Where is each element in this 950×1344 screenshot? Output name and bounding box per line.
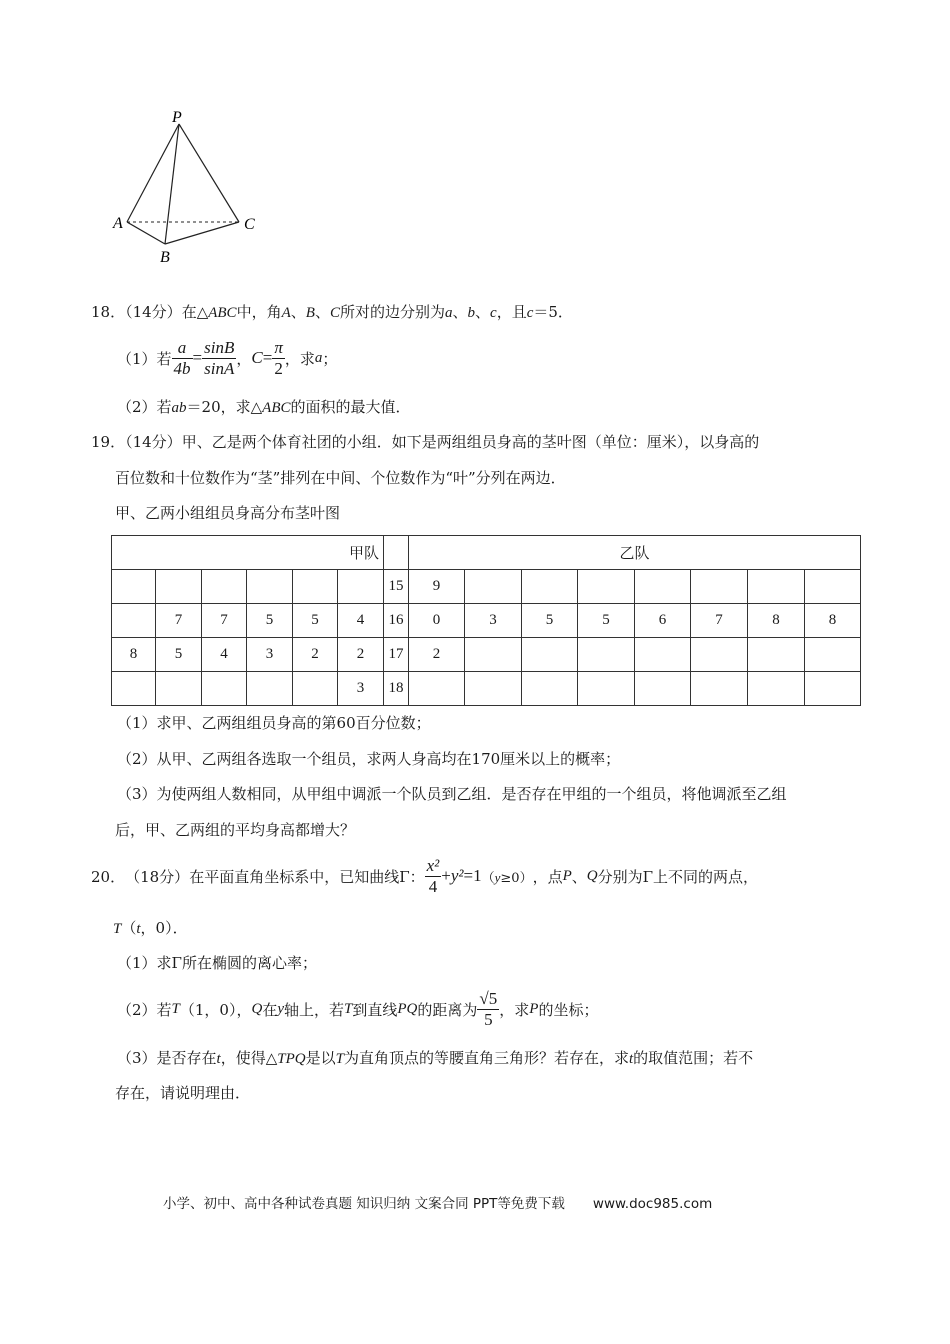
q18-b: b xyxy=(467,305,476,321)
leaf-left: 3 xyxy=(247,638,293,672)
leaf-left: 7 xyxy=(156,604,202,638)
leaf-left xyxy=(202,570,247,604)
leaf-right xyxy=(522,672,578,706)
leaf-right: 8 xyxy=(805,604,861,638)
q20-p2-axis: 轴上，若 xyxy=(284,1000,345,1019)
leaf-right: 7 xyxy=(691,604,748,638)
q20-p3-is: 是以 xyxy=(305,1049,336,1067)
q19-stem-line1 xyxy=(91,432,759,452)
q18-stem xyxy=(91,302,573,323)
q20-p2-T: T xyxy=(171,1000,180,1017)
footer-text: 小学、初中、高中各种试卷真题 知识归纳 文案合同 PPT等免费下载 xyxy=(163,1196,565,1212)
q18-eq2: = xyxy=(262,348,273,367)
q18-p1-suffix: ，求 xyxy=(284,349,315,368)
leaf-left: 2 xyxy=(293,638,338,672)
label-C: C xyxy=(244,216,255,233)
leaf-right xyxy=(635,570,691,604)
edge-PA xyxy=(127,124,179,222)
q20-t: t xyxy=(136,921,141,937)
leaf-right xyxy=(465,672,522,706)
q20-p2-T2: T xyxy=(344,1000,353,1017)
leaf-left: 5 xyxy=(156,638,202,672)
q20-frac-sqrt5-over-5 xyxy=(477,989,499,1030)
q18-score: （14分） xyxy=(125,303,182,321)
edge-PC xyxy=(179,124,239,222)
q18-abc: ABC xyxy=(208,305,237,321)
q18-comma: ， xyxy=(236,349,252,368)
q20-score: （18分） xyxy=(125,867,190,886)
leaf-left: 4 xyxy=(202,638,247,672)
footer-url[interactable]: www.doc985.com xyxy=(592,1196,713,1212)
leaf-right: 8 xyxy=(748,604,805,638)
frac-num: π xyxy=(274,337,283,357)
stem-cell: 16 xyxy=(384,604,409,638)
table-header-row xyxy=(112,536,861,570)
frac-den: 4b xyxy=(173,358,191,378)
frac-num: √5 xyxy=(479,988,498,1008)
leaf-left xyxy=(112,570,156,604)
leaf-right xyxy=(578,570,635,604)
leaf-right xyxy=(465,638,522,672)
q19-number: 19． xyxy=(91,433,126,451)
leaf-right: 2 xyxy=(409,638,465,672)
q20-condition xyxy=(482,867,533,886)
page-footer xyxy=(163,1192,712,1212)
table-row xyxy=(112,570,861,604)
q20-p2-PQ: PQ xyxy=(397,1000,418,1017)
q20-p2-P: P xyxy=(529,1000,539,1017)
leaf-right: 9 xyxy=(409,570,465,604)
q20-p3-rest2: 的取值范围；若不 xyxy=(633,1049,754,1067)
q19-line1: 甲、乙是两个体育社团的小组．如下是两组组员身高的茎叶图（单位：厘米），以身高的 xyxy=(181,433,760,451)
leaf-right: 5 xyxy=(578,604,635,638)
q20-part3-line1 xyxy=(117,1048,753,1069)
leaf-right xyxy=(805,570,861,604)
q20-p2-end: 的坐标； xyxy=(538,1000,599,1019)
q18-part1 xyxy=(117,336,337,380)
q20-part3-line2: 存在，请说明理由． xyxy=(115,1084,251,1102)
q18-text-e: ＝5． xyxy=(533,303,573,321)
frac-num: sinB xyxy=(204,337,235,357)
q20-text-a: 在平面直角坐标系中，已知曲线Γ： xyxy=(189,867,425,886)
q18-p1-C: C xyxy=(251,348,263,367)
tetrahedron-figure xyxy=(105,108,275,268)
frac-den: sinA xyxy=(204,358,235,378)
q20-t-close: ，0）． xyxy=(140,919,188,937)
leaf-left xyxy=(202,672,247,706)
q20-sep: 、 xyxy=(571,867,587,886)
q20-p3-t: t xyxy=(216,1051,221,1067)
q20-Q: Q xyxy=(586,867,598,884)
frac-num: x² xyxy=(426,855,440,875)
frac-den: 5 xyxy=(484,1009,493,1029)
label-P: P xyxy=(172,109,182,126)
leaf-left: 5 xyxy=(247,604,293,638)
q20-number: 20． xyxy=(91,867,126,886)
q20-p2-prefix: （2）若 xyxy=(117,1000,172,1019)
q18-number: 18． xyxy=(91,303,126,321)
q18-frac-pi-over-2 xyxy=(272,338,285,379)
q19-part1: （1）求甲、乙两组组员身高的第60百分位数； xyxy=(117,714,431,732)
leaf-right xyxy=(805,672,861,706)
q18-p2-mid: ＝20，求△ xyxy=(186,398,263,416)
q20-p3-mid: ，使得△ xyxy=(220,1049,278,1067)
q19-score: （14分） xyxy=(125,433,182,451)
q20-p2-ask: ，求 xyxy=(499,1000,530,1019)
stem-cell: 15 xyxy=(384,570,409,604)
q18-p1-end: ； xyxy=(322,349,338,368)
leaf-left xyxy=(156,672,202,706)
leaf-right xyxy=(748,570,805,604)
q18-text-b: 中，角 xyxy=(236,303,282,321)
q19-stem-line2: 百位数和十位数作为“茎”排列在中间、个位数作为“叶”分列在两边． xyxy=(115,469,566,487)
q19-part3-line2: 后，甲、乙两组的平均身高都增大？ xyxy=(115,821,356,839)
q18-c: c xyxy=(490,305,497,321)
q20-stem xyxy=(91,852,758,900)
q18-text-c: 所对的边分别为 xyxy=(339,303,445,321)
leaf-right xyxy=(409,672,465,706)
leaf-left: 2 xyxy=(338,638,384,672)
q20-t-open: （ xyxy=(121,919,137,937)
stem-cell: 18 xyxy=(384,672,409,706)
leaf-left xyxy=(338,570,384,604)
leaf-left xyxy=(247,672,293,706)
q20-y2: y² xyxy=(450,866,464,885)
q18-sep4: 、 xyxy=(475,303,491,321)
table-row xyxy=(112,638,861,672)
leaf-right xyxy=(522,638,578,672)
q18-p2-end: 的面积的最大值． xyxy=(290,398,411,416)
header-stem-empty xyxy=(384,536,409,570)
q20-p2-y: y xyxy=(277,1000,285,1017)
q20-p2-on: 在 xyxy=(262,1000,278,1019)
leaf-left xyxy=(247,570,293,604)
leaf-right xyxy=(748,638,805,672)
q18-p2-prefix: （2）若 xyxy=(117,398,172,416)
table-row xyxy=(112,604,861,638)
q20-p2-Q: Q xyxy=(251,1000,263,1017)
q20-p3-t2: t xyxy=(628,1051,634,1067)
q20-cond-y: y xyxy=(494,869,501,885)
table-row xyxy=(112,672,861,706)
q18-a: a xyxy=(445,305,453,321)
leaf-right xyxy=(691,672,748,706)
q20-plus: + xyxy=(441,866,451,885)
leaf-right xyxy=(691,570,748,604)
stem-leaf-table xyxy=(111,535,861,706)
edge-AB xyxy=(127,222,165,244)
leaf-left xyxy=(112,604,156,638)
q18-text-d: ，且 xyxy=(496,303,527,321)
leaf-right xyxy=(578,638,635,672)
leaf-left xyxy=(156,570,202,604)
leaf-left: 8 xyxy=(112,638,156,672)
q20-T: T xyxy=(113,921,122,937)
q18-frac-sinB-over-sinA xyxy=(202,338,236,379)
q20-p3-prefix: （3）是否存在 xyxy=(117,1049,217,1067)
q19-part2: （2）从甲、乙两组各选取一个组员，求两人身高均在170厘米以上的概率； xyxy=(117,750,621,768)
q20-cond-rest: ≥0） xyxy=(500,870,533,886)
q18-part2 xyxy=(117,397,411,418)
q20-p3-TPQ: TPQ xyxy=(277,1051,306,1067)
q18-p2-ab: ab xyxy=(171,400,187,416)
leaf-left: 3 xyxy=(338,672,384,706)
q20-p2-coord: （1，0）， xyxy=(179,1000,252,1019)
q20-p2-dist: 的距离为 xyxy=(417,1000,478,1019)
q18-eq: = xyxy=(192,348,203,367)
q20-p2-to: 到直线 xyxy=(352,1000,398,1019)
label-A: A xyxy=(113,215,123,232)
q20-eq1: =1 xyxy=(463,866,482,885)
leaf-right xyxy=(691,638,748,672)
q20-frac-x2-over-4 xyxy=(425,856,442,897)
q18-frac-a-over-4b xyxy=(172,338,193,379)
q18-p2-abc: ABC xyxy=(262,400,291,416)
frac-den: 4 xyxy=(428,876,438,896)
leaf-left xyxy=(293,672,338,706)
q20-p3-T: T xyxy=(335,1051,344,1067)
q20-text-b: ，点 xyxy=(532,867,563,886)
edge-PB xyxy=(165,124,179,244)
q18-p1-a: a xyxy=(314,349,323,366)
q20-part2 xyxy=(117,985,598,1033)
q20-p3-rest: 为直角顶点的等腰直角三角形？若存在，求 xyxy=(343,1049,629,1067)
q18-C: C xyxy=(329,305,340,321)
q20-cond-open: （ xyxy=(481,870,495,886)
q18-sep2: 、 xyxy=(314,303,330,321)
leaf-left: 5 xyxy=(293,604,338,638)
stem-cell: 17 xyxy=(384,638,409,672)
q18-A: A xyxy=(281,305,291,321)
leaf-left: 4 xyxy=(338,604,384,638)
q19-table-caption: 甲、乙两小组组员身高分布茎叶图 xyxy=(115,504,341,522)
leaf-right xyxy=(522,570,578,604)
leaf-left xyxy=(293,570,338,604)
leaf-right: 6 xyxy=(635,604,691,638)
label-B: B xyxy=(160,249,170,266)
q20-part1: （1）求Γ所在椭圆的离心率； xyxy=(117,954,317,972)
leaf-right xyxy=(635,638,691,672)
leaf-right xyxy=(465,570,522,604)
header-yi: 乙队 xyxy=(409,536,861,570)
q20-text-c: 分别为Γ上不同的两点， xyxy=(597,867,759,886)
leaf-right xyxy=(805,638,861,672)
q18-p1-prefix: （1）若 xyxy=(117,349,172,368)
leaf-left xyxy=(112,672,156,706)
q19-part3-line1: （3）为使两组人数相同，从甲组中调派一个队员到乙组．是否存在甲组的一个组员，将他调派至乙组 xyxy=(117,785,787,803)
q18-c-eq: c xyxy=(526,305,534,321)
frac-den: 2 xyxy=(274,358,283,378)
leaf-right: 5 xyxy=(522,604,578,638)
leaf-right xyxy=(748,672,805,706)
q18-sep1: 、 xyxy=(290,303,306,321)
leaf-left: 7 xyxy=(202,604,247,638)
leaf-right xyxy=(635,672,691,706)
edge-BC xyxy=(165,222,239,244)
leaf-right xyxy=(578,672,635,706)
q18-text-a: 在△ xyxy=(181,303,209,321)
q18-B: B xyxy=(305,305,315,321)
header-jia: 甲队 xyxy=(112,536,384,570)
leaf-right: 0 xyxy=(409,604,465,638)
frac-num: a xyxy=(172,338,193,359)
q20-P: P xyxy=(562,867,572,884)
q20-stem-line2 xyxy=(113,918,188,939)
leaf-right: 3 xyxy=(465,604,522,638)
q18-sep3: 、 xyxy=(452,303,468,321)
